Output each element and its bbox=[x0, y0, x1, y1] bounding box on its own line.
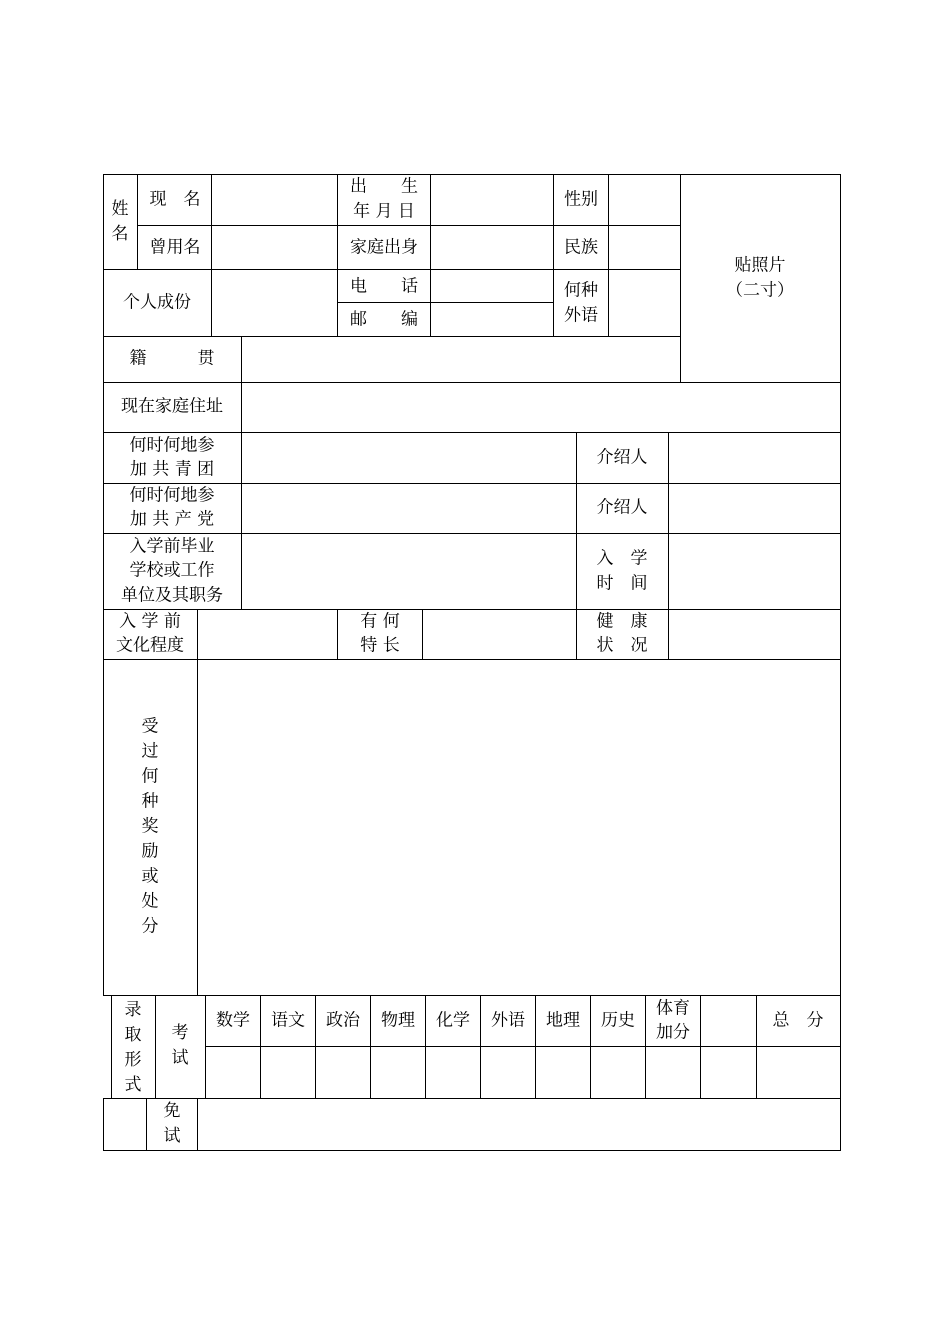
field-postcode[interactable] bbox=[431, 303, 553, 336]
score-math[interactable] bbox=[206, 1047, 260, 1098]
field-ethnicity[interactable] bbox=[609, 226, 680, 269]
table-line bbox=[553, 174, 554, 336]
label-specialty-2: 特 长 bbox=[360, 635, 400, 656]
label-enroll-time-1: 入 学 bbox=[596, 548, 648, 569]
label-current-name: 现 名 bbox=[149, 189, 201, 210]
label-prev-school-3: 单位及其职务 bbox=[121, 585, 223, 606]
subject-geography: 地理 bbox=[546, 1010, 580, 1031]
label-gender: 性别 bbox=[564, 189, 598, 210]
label-health-2: 状 况 bbox=[596, 635, 648, 656]
label-postcode: 邮 编 bbox=[350, 309, 418, 330]
label-specialty-1: 有 何 bbox=[360, 611, 400, 632]
subject-chinese: 语文 bbox=[271, 1010, 305, 1031]
label-home-address: 现在家庭住址 bbox=[121, 396, 223, 417]
field-gender[interactable] bbox=[609, 175, 680, 225]
label-exempt: 免试 bbox=[163, 1101, 181, 1146]
label-enroll-time-2: 时 间 bbox=[596, 573, 648, 594]
score-politics[interactable] bbox=[316, 1047, 370, 1098]
table-line bbox=[155, 995, 156, 1098]
field-prev-school[interactable] bbox=[242, 534, 576, 609]
subject-politics: 政治 bbox=[326, 1010, 360, 1031]
label-prev-school-2: 学校或工作 bbox=[129, 560, 215, 581]
label-league-2: 加 共 青 团 bbox=[129, 459, 215, 480]
label-party-1: 何时何地参 bbox=[129, 485, 215, 506]
label-photo-1: 贴照片 bbox=[734, 255, 786, 276]
table-border-bottom bbox=[103, 1150, 841, 1151]
label-family-origin: 家庭出身 bbox=[350, 237, 418, 258]
table-line bbox=[137, 174, 138, 269]
label-phone: 电 话 bbox=[350, 276, 418, 297]
field-home-address[interactable] bbox=[242, 383, 840, 432]
table-line bbox=[111, 995, 112, 1098]
score-chinese[interactable] bbox=[261, 1047, 315, 1098]
score-history[interactable] bbox=[591, 1047, 645, 1098]
field-personal-status[interactable] bbox=[212, 270, 337, 336]
field-party-join[interactable] bbox=[242, 484, 576, 533]
score-foreign-language[interactable] bbox=[481, 1047, 535, 1098]
score-total[interactable] bbox=[757, 1047, 840, 1098]
field-exempt-details[interactable] bbox=[198, 1099, 840, 1150]
label-language-2: 外语 bbox=[564, 305, 598, 326]
field-party-introducer[interactable] bbox=[669, 484, 840, 533]
subject-chemistry: 化学 bbox=[436, 1010, 470, 1031]
label-ethnicity: 民族 bbox=[564, 237, 598, 258]
subject-math: 数学 bbox=[216, 1010, 250, 1031]
field-exempt-mark[interactable] bbox=[104, 1099, 146, 1150]
field-phone[interactable] bbox=[431, 270, 553, 302]
label-admission-type: 录取形式 bbox=[124, 1000, 142, 1095]
field-language[interactable] bbox=[609, 270, 680, 336]
label-league-1: 何时何地参 bbox=[129, 435, 215, 456]
label-health-1: 健 康 bbox=[596, 611, 648, 632]
score-physics[interactable] bbox=[371, 1047, 425, 1098]
table-line bbox=[146, 1098, 147, 1151]
label-former-name: 曾用名 bbox=[149, 237, 201, 258]
label-personal-status: 个人成份 bbox=[123, 292, 191, 313]
field-awards-punishments[interactable] bbox=[198, 660, 840, 995]
label-language-1: 何种 bbox=[564, 280, 598, 301]
subject-physics: 物理 bbox=[381, 1010, 415, 1031]
score-chemistry[interactable] bbox=[426, 1047, 480, 1098]
table-line bbox=[576, 432, 577, 659]
field-birth-date[interactable] bbox=[431, 175, 553, 225]
label-introducer-2: 介绍人 bbox=[596, 497, 648, 518]
label-birth-2: 年 月 日 bbox=[353, 201, 415, 222]
subject-history: 历史 bbox=[601, 1010, 635, 1031]
label-birth-1: 出 生 bbox=[350, 176, 418, 197]
table-line bbox=[103, 269, 680, 270]
subject-pe-bonus-2: 加分 bbox=[656, 1022, 690, 1043]
label-exam: 考试 bbox=[171, 1023, 189, 1068]
label-photo-2: （二寸） bbox=[726, 280, 794, 301]
label-introducer-1: 介绍人 bbox=[596, 447, 648, 468]
label-prev-school-1: 入学前毕业 bbox=[129, 536, 215, 557]
score-extra[interactable] bbox=[701, 1047, 756, 1098]
field-education[interactable] bbox=[198, 610, 337, 659]
subject-foreign-language: 外语 bbox=[491, 1010, 525, 1031]
field-native-place[interactable] bbox=[242, 337, 680, 382]
label-total-score: 总 分 bbox=[772, 1010, 824, 1031]
score-pe-bonus[interactable] bbox=[646, 1047, 700, 1098]
field-health[interactable] bbox=[669, 610, 840, 659]
field-enroll-time[interactable] bbox=[669, 534, 840, 609]
table-line bbox=[337, 609, 338, 659]
table-line bbox=[337, 174, 338, 336]
subject-pe-bonus-1: 体育 bbox=[656, 998, 690, 1019]
field-extra-subject[interactable] bbox=[701, 996, 756, 1046]
score-geography[interactable] bbox=[536, 1047, 590, 1098]
label-education-1: 入 学 前 bbox=[119, 611, 181, 632]
field-league-join[interactable] bbox=[242, 433, 576, 483]
field-family-origin[interactable] bbox=[431, 226, 553, 269]
field-specialty[interactable] bbox=[423, 610, 576, 659]
field-current-name[interactable] bbox=[212, 175, 337, 225]
label-party-2: 加 共 产 党 bbox=[129, 509, 215, 530]
field-league-introducer[interactable] bbox=[669, 433, 840, 483]
label-awards-punishments: 受过何种奖励或处分 bbox=[141, 716, 159, 937]
label-name: 姓名 bbox=[111, 199, 129, 244]
table-border-left bbox=[103, 174, 104, 996]
field-photo[interactable] bbox=[681, 175, 840, 382]
label-education-2: 文化程度 bbox=[116, 635, 184, 656]
label-native-place: 籍 贯 bbox=[129, 348, 215, 369]
table-border-right bbox=[840, 174, 841, 1151]
field-former-name[interactable] bbox=[212, 226, 337, 269]
